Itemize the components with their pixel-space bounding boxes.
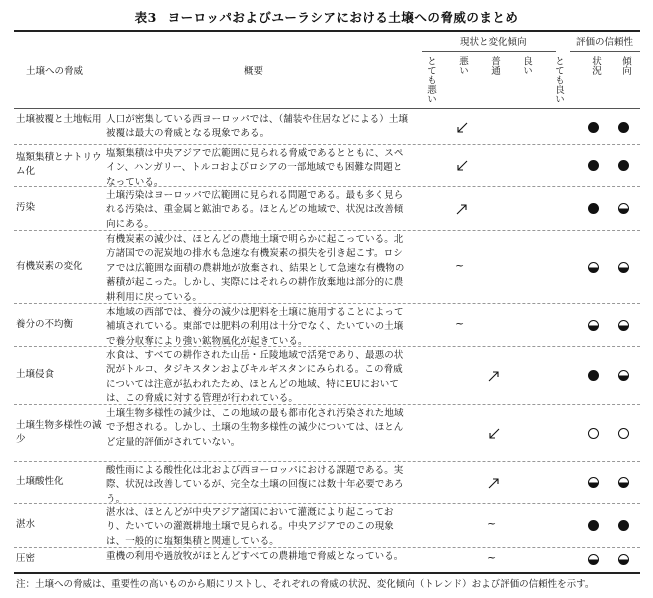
row-description: 土壌汚染はヨーロッパで広範囲に見られる問題である。最も多く見られる汚染は、重金属と鉱油である。ほとんどの地域で、状況は改善傾向にある。 (106, 190, 404, 230)
header-very-good: とても良い (553, 56, 564, 104)
trend-stable-icon: ~ (455, 316, 465, 330)
header-threat: 土壌への脅威 (26, 66, 84, 77)
trend-worsening-arrow-icon (455, 159, 469, 173)
header-overview: 概要 (244, 66, 264, 77)
row-description: 水食は、すべての耕作された山岳・丘陵地域で活発であり、最悪の状況がトルコ、タジキスタンおよびキルギスタンにみられる。この脅威については注意が払われたため、ほとんどの地域、特にEUにおいては、この脅威に対する管理が行われている。 (106, 350, 404, 405)
reliability-trend-icon (618, 160, 629, 171)
trend-improving-arrow-icon (487, 476, 501, 490)
row-threat: 圧密 (16, 553, 36, 564)
trend-worsening-arrow-icon (487, 427, 501, 441)
row-description: 本地域の西部では、養分の減少は肥料を土壌に施用することによって補填されている。東部では肥料の利用は十分でなく、たいていの土壌で養分収奪により強い鉱物風化が起きている。 (106, 307, 404, 347)
header-bottom-rule (14, 108, 640, 109)
reliability-trend-icon (618, 554, 629, 565)
trend-worsening-arrow-icon (455, 121, 469, 135)
row-divider (14, 186, 640, 187)
header-very-bad: とても悪い (425, 56, 436, 104)
reliability-trend-icon (618, 203, 629, 214)
reliability-status-icon (588, 370, 599, 381)
trend-stable-icon: ~ (455, 258, 465, 272)
row-divider (14, 461, 640, 462)
table-title (0, 8, 653, 26)
status-group-underline (422, 51, 556, 52)
reliability-trend-icon (618, 262, 629, 273)
trend-stable-icon: ~ (487, 551, 497, 564)
row-divider (14, 303, 640, 304)
row-threat: 土壌被覆と土地転用 (16, 114, 102, 125)
top-rule (14, 30, 640, 32)
reliability-status-icon (588, 520, 599, 531)
header-status: 状況 (590, 56, 601, 75)
reliability-status-icon (588, 554, 599, 565)
row-description: 重機の利用や過放牧がほとんどすべての農耕地で脅威となっている。 (106, 551, 404, 562)
row-description: 湛水は、ほとんどが中央アジア諸国において灌漑により起こっており、たいていの灌漑耕地土壌で見られる。中央アジアでのこの現象は、一般的に塩類集積と関連している。 (106, 507, 394, 547)
row-description: 有機炭素の減少は、ほとんどの農地土壌で明らかに起こっている。北方諸国での泥炭地の排水も急速な有機炭素の損失を引き起こす。ロシアでは広範囲な面積の農耕地が放棄され、結果として急速な有機物の蓄積が起こった。しかし、実際にはそれらの耕作放棄地は部分的に農耕利用に戻っている。 (106, 234, 405, 303)
row-threat: 塩類集積とナトリウム化 (16, 152, 102, 177)
table-number: 表3 (134, 10, 157, 25)
row-divider (14, 144, 640, 145)
header-average: 普通 (489, 56, 500, 75)
row-threat: 土壌侵食 (16, 369, 55, 380)
row-divider (14, 404, 640, 405)
header-status-group: 現状と変化傾向 (460, 37, 527, 48)
row-description: 塩類集積は中央アジアで広範囲に見られる脅威であるとともに、スペイン、ハンガリー、トルコおよびロシアの一部地域でも困難な問題となっている。 (106, 148, 404, 188)
row-description: 土壌生物多様性の減少は、この地域の最も都市化され汚染された地域で予想される。しかし、土壌の生物多様性の減少については、ほとんど定量的評価がされていない。 (106, 408, 404, 448)
reliability-trend-icon (618, 520, 629, 531)
header-bad: 悪い (457, 56, 468, 75)
table-title-text: ヨーロッパおよびユーラシアにおける土壌への脅威のまとめ (167, 10, 519, 25)
reliability-trend-icon (618, 428, 629, 439)
reliability-status-icon (588, 122, 599, 133)
reliability-status-icon (588, 477, 599, 488)
reliability-status-icon (588, 262, 599, 273)
reliability-group-underline (570, 51, 640, 52)
bottom-rule (14, 572, 640, 574)
table-note: 注：土壌への脅威は、重要性の高いものから順にリストし、それぞれの脅威の状況、変化傾向（トレンド）および評価の信頼性を示す。 (16, 579, 595, 590)
row-threat: 養分の不均衡 (16, 318, 74, 330)
header-reliability-group: 評価の信頼性 (576, 37, 634, 48)
trend-improving-arrow-icon (487, 369, 501, 383)
row-divider (14, 346, 640, 347)
row-description: 人口が密集している西ヨーロッパでは、（舗装や住居などによる）土壌被覆は最大の脅威となる現象である。 (106, 114, 409, 140)
row-description: 酸性雨による酸性化は北および西ヨーロッパにおける課題である。実際、状況は改善しているが、完全な土壌の回復には数十年必要であろう。 (106, 465, 404, 505)
row-threat: 湛水 (16, 519, 36, 530)
row-divider (14, 230, 640, 231)
row-threat: 汚染 (16, 202, 36, 213)
row-threat: 有機炭素の変化 (16, 260, 83, 272)
row-threat: 土壌生物多様性の減少 (16, 419, 102, 445)
reliability-trend-icon (618, 122, 629, 133)
row-divider (14, 503, 640, 504)
header-good: 良い (521, 56, 532, 75)
trend-improving-arrow-icon (455, 202, 469, 216)
reliability-trend-icon (618, 320, 629, 331)
trend-stable-icon: ~ (487, 517, 497, 530)
row-divider (14, 547, 640, 548)
reliability-status-icon (588, 160, 599, 171)
row-threat: 土壌酸性化 (16, 476, 64, 487)
reliability-status-icon (588, 428, 599, 439)
reliability-trend-icon (618, 370, 629, 381)
reliability-status-icon (588, 203, 599, 214)
header-trend: 傾向 (620, 56, 631, 75)
reliability-status-icon (588, 320, 599, 331)
reliability-trend-icon (618, 477, 629, 488)
